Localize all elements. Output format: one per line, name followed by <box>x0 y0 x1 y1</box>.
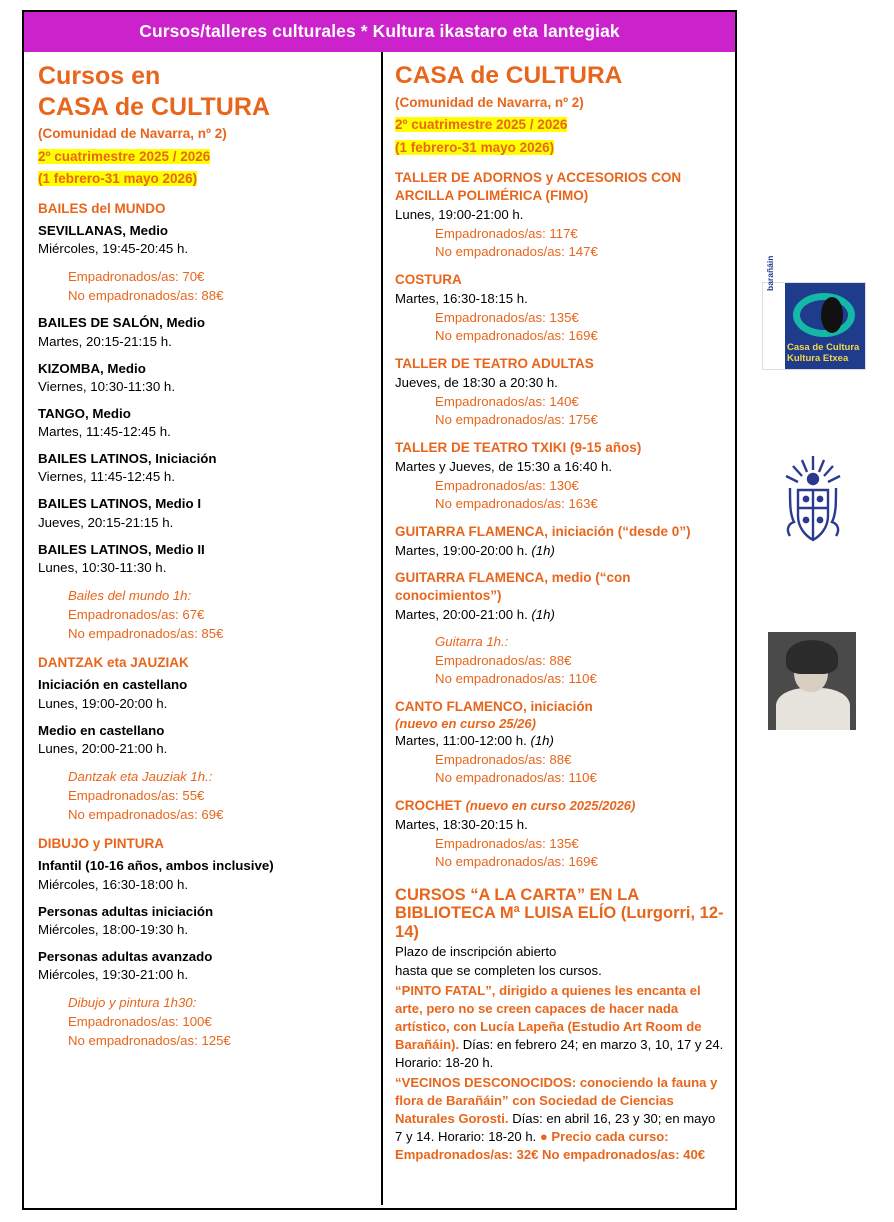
inscripcion-line1: Plazo de inscripción abierto <box>395 943 557 959</box>
course-heading-guitarra-iniciacion: GUITARRA FLAMENCA, iniciación (“desde 0”) <box>395 523 691 539</box>
curso-pinto-fatal-dates: Días: en febrero 24; en marzo 3, 10, 17 y 24. Horario: 18-20 h. <box>395 1036 724 1070</box>
section-heading-bailes-del-mundo: BAILES del MUNDO <box>38 200 166 216</box>
right-address: (Comunidad de Navarra, nº 2) <box>395 94 584 110</box>
price-no-empadronados: No empadronados/as: 147€ <box>435 244 598 260</box>
price-no-empadronados: No empadronados/as: 169€ <box>435 854 598 870</box>
course-time: Viernes, 11:45-12:45 h. <box>38 469 176 485</box>
course-note: (nuevo en curso 25/26) <box>395 715 536 731</box>
price-label: Dibujo y pintura 1h30: <box>68 995 197 1011</box>
left-title-line1: Cursos en <box>38 62 161 90</box>
course-time: Viernes, 10:30-11:30 h. <box>38 378 176 394</box>
price-block <box>435 309 725 346</box>
course-time: Martes, 11:45-12:45 h. <box>38 424 171 440</box>
course-time: Martes, 20:15-21:15 h. <box>38 333 172 349</box>
poster <box>22 10 737 1210</box>
poster-columns <box>24 52 735 1205</box>
left-term: 2º cuatrimestre 2025 / 2026 <box>38 148 211 164</box>
curso-vecinos-title: “VECINOS DESCONOCIDOS: conociendo la fauna y flora de Barañáin” con Sociedad de Ciencias Naturales Gorosti. <box>395 1074 718 1127</box>
price-empadronados: Empadronados/as: 55€ <box>68 787 205 803</box>
course-time <box>395 606 725 624</box>
casa-de-cultura-logo <box>762 255 866 370</box>
course-time-text: Martes, 19:00-20:00 h. <box>395 543 528 559</box>
price-no-empadronados: No empadronados/as: 163€ <box>435 496 598 512</box>
course-time-note: (1h) <box>531 543 555 559</box>
logo-caption-line1: Casa de Cultura <box>787 342 860 354</box>
price-label: Dantzak eta Jauziak 1h.: <box>68 768 213 784</box>
left-column <box>24 52 383 1205</box>
course-time: Lunes, 19:00-20:00 h. <box>38 695 168 711</box>
logo-vertical-text: barañáin <box>765 255 775 291</box>
course-time: Miércoles, 19:45-20:45 h. <box>38 241 189 257</box>
course-name: Iniciación en castellano <box>38 677 188 693</box>
price-empadronados: Empadronados/as: 135€ <box>435 835 579 851</box>
course-name: KIZOMBA, Medio <box>38 360 146 376</box>
course-heading-teatro-txiki: TALLER DE TEATRO TXIKI (9-15 años) <box>395 439 642 455</box>
price-empadronados: Empadronados/as: 135€ <box>435 309 579 325</box>
curso-vecinos-desconocidos <box>395 1074 725 1164</box>
course-name: Infantil (10-16 años, ambos inclusive) <box>38 858 274 874</box>
course-time: Martes y Jueves, de 15:30 a 16:40 h. <box>395 459 613 475</box>
course-time: Jueves, de 18:30 a 20:30 h. <box>395 375 558 391</box>
price-block <box>435 835 725 872</box>
course-time-text: Martes, 20:00-21:00 h. <box>395 607 528 623</box>
course-name: BAILES LATINOS, Medio I <box>38 496 202 512</box>
curso-vecinos-precio: ● Precio cada curso: Empadronados/as: 32€ No empadronados/as: 40€ <box>395 1129 706 1163</box>
price-block <box>68 586 371 643</box>
course-time-note: (1h) <box>531 607 555 623</box>
price-block <box>435 225 725 262</box>
course-heading-teatro-adultas: TALLER DE TEATRO ADULTAS <box>395 355 594 371</box>
price-label: Bailes del mundo 1h: <box>68 587 192 603</box>
course-heading-costura: COSTURA <box>395 271 462 287</box>
course-heading-guitarra-medio: GUITARRA FLAMENCA, medio (“con conocimientos”) <box>395 569 631 604</box>
price-block <box>68 767 371 824</box>
price-block <box>435 633 725 688</box>
poster-banner-title: Cursos/talleres culturales * Kultura ikastaro eta lantegiak <box>24 12 735 52</box>
portrait-body <box>776 688 850 730</box>
left-title-line2: CASA de CULTURA <box>38 92 270 121</box>
curso-pinto-fatal <box>395 982 725 1072</box>
course-heading-text: CROCHET <box>395 797 462 813</box>
price-block <box>435 751 725 788</box>
price-label: Guitarra 1h.: <box>435 634 509 650</box>
curso-vecinos-dates: Días: en abril 16, 23 y 30; en mayo 7 y 14. Horario: 18-20 h. <box>395 1111 716 1145</box>
price-empadronados: Empadronados/as: 88€ <box>435 652 572 668</box>
course-time: Lunes, 19:00-21:00 h. <box>395 207 524 223</box>
inscripcion-line2: hasta que se completen los cursos. <box>395 962 602 978</box>
section-heading-dantzak-eta-jauziak: DANTZAK eta JAUZIAK <box>38 655 189 671</box>
right-title: CASA de CULTURA <box>395 62 623 89</box>
left-address: (Comunidad de Navarra, nº 2) <box>38 126 227 141</box>
price-no-empadronados: No empadronados/as: 125€ <box>68 1033 231 1049</box>
price-block <box>435 393 725 430</box>
course-time-note: (1h) <box>530 732 554 748</box>
price-empadronados: Empadronados/as: 88€ <box>435 751 572 767</box>
course-time: Martes, 16:30-18:15 h. <box>395 291 528 307</box>
right-column <box>383 52 735 1205</box>
course-name: SEVILLANAS, Medio <box>38 222 169 238</box>
section-heading-dibujo-y-pintura: DIBUJO y PINTURA <box>38 836 165 852</box>
baranain-crest-icon <box>774 452 852 550</box>
price-no-empadronados: No empadronados/as: 69€ <box>68 807 224 823</box>
section-heading-cursos-a-la-carta: CURSOS “A LA CARTA” EN LA BIBLIOTECA Mª LUISA ELÍO (Lurgorri, 12-14) <box>395 885 724 942</box>
left-dates: (1 febrero-31 mayo 2026) <box>38 171 198 187</box>
curso-pinto-fatal-title: “PINTO FATAL”, dirigido a quienes les encanta el arte, pero no se creen capaces de hacer nada artístico, con Lucía Lapeña (Estudio Art Room de Barañáin). <box>395 982 702 1052</box>
course-heading-canto-flamenco: CANTO FLAMENCO, iniciación <box>395 698 593 714</box>
course-heading-crochet <box>395 797 725 815</box>
portrait-hair <box>786 640 838 674</box>
logo-left-strip <box>763 283 785 369</box>
course-time: Miércoles, 18:00-19:30 h. <box>38 921 189 937</box>
course-time <box>395 542 725 560</box>
course-time: Miércoles, 16:30-18:00 h. <box>38 876 189 892</box>
course-name: TANGO, Medio <box>38 405 131 421</box>
price-empadronados: Empadronados/as: 70€ <box>68 269 205 285</box>
course-name: BAILES DE SALÓN, Medio <box>38 315 205 331</box>
logo-caption-line2: Kultura Etxea <box>787 353 849 365</box>
course-time: Jueves, 20:15-21:15 h. <box>38 514 174 530</box>
course-time: Martes, 18:30-20:15 h. <box>395 816 528 832</box>
price-no-empadronados: No empadronados/as: 110€ <box>435 671 597 687</box>
course-time: Lunes, 10:30-11:30 h. <box>38 559 167 575</box>
price-no-empadronados: No empadronados/as: 175€ <box>435 412 598 428</box>
right-term: 2º cuatrimestre 2025 / 2026 <box>395 117 568 133</box>
course-time: Lunes, 20:00-21:00 h. <box>38 740 168 756</box>
course-name: Personas adultas iniciación <box>38 903 214 919</box>
price-block <box>68 267 371 305</box>
course-time <box>395 732 725 750</box>
logo-caption <box>787 343 859 365</box>
course-note: (nuevo en curso 2025/2026) <box>465 797 636 813</box>
course-name: BAILES LATINOS, Medio II <box>38 541 205 557</box>
course-name: Medio en castellano <box>38 722 165 738</box>
price-empadronados: Empadronados/as: 100€ <box>68 1014 212 1030</box>
course-heading-fimo: TALLER DE ADORNOS y ACCESORIOS CON ARCILLA POLIMÉRICA (FIMO) <box>395 169 682 203</box>
price-no-empadronados: No empadronados/as: 85€ <box>68 626 224 641</box>
price-no-empadronados: No empadronados/as: 110€ <box>435 770 597 786</box>
course-name: BAILES LATINOS, Iniciación <box>38 451 217 467</box>
price-no-empadronados: No empadronados/as: 88€ <box>68 288 224 304</box>
price-block <box>68 993 371 1050</box>
price-empadronados: Empadronados/as: 140€ <box>435 393 579 409</box>
course-time: Miércoles, 19:30-21:00 h. <box>38 967 189 983</box>
course-name: Personas adultas avanzado <box>38 948 213 964</box>
price-empadronados: Empadronados/as: 130€ <box>435 477 579 493</box>
right-dates: (1 febrero-31 mayo 2026) <box>395 140 555 156</box>
price-empadronados: Empadronados/as: 117€ <box>435 225 578 241</box>
portrait-photo <box>768 632 856 730</box>
price-no-empadronados: No empadronados/as: 169€ <box>435 328 598 344</box>
logo-dot-icon <box>821 297 843 333</box>
course-time-text: Martes, 11:00-12:00 h. <box>395 732 527 748</box>
price-block <box>435 477 725 514</box>
price-empadronados: Empadronados/as: 67€ <box>68 606 205 622</box>
